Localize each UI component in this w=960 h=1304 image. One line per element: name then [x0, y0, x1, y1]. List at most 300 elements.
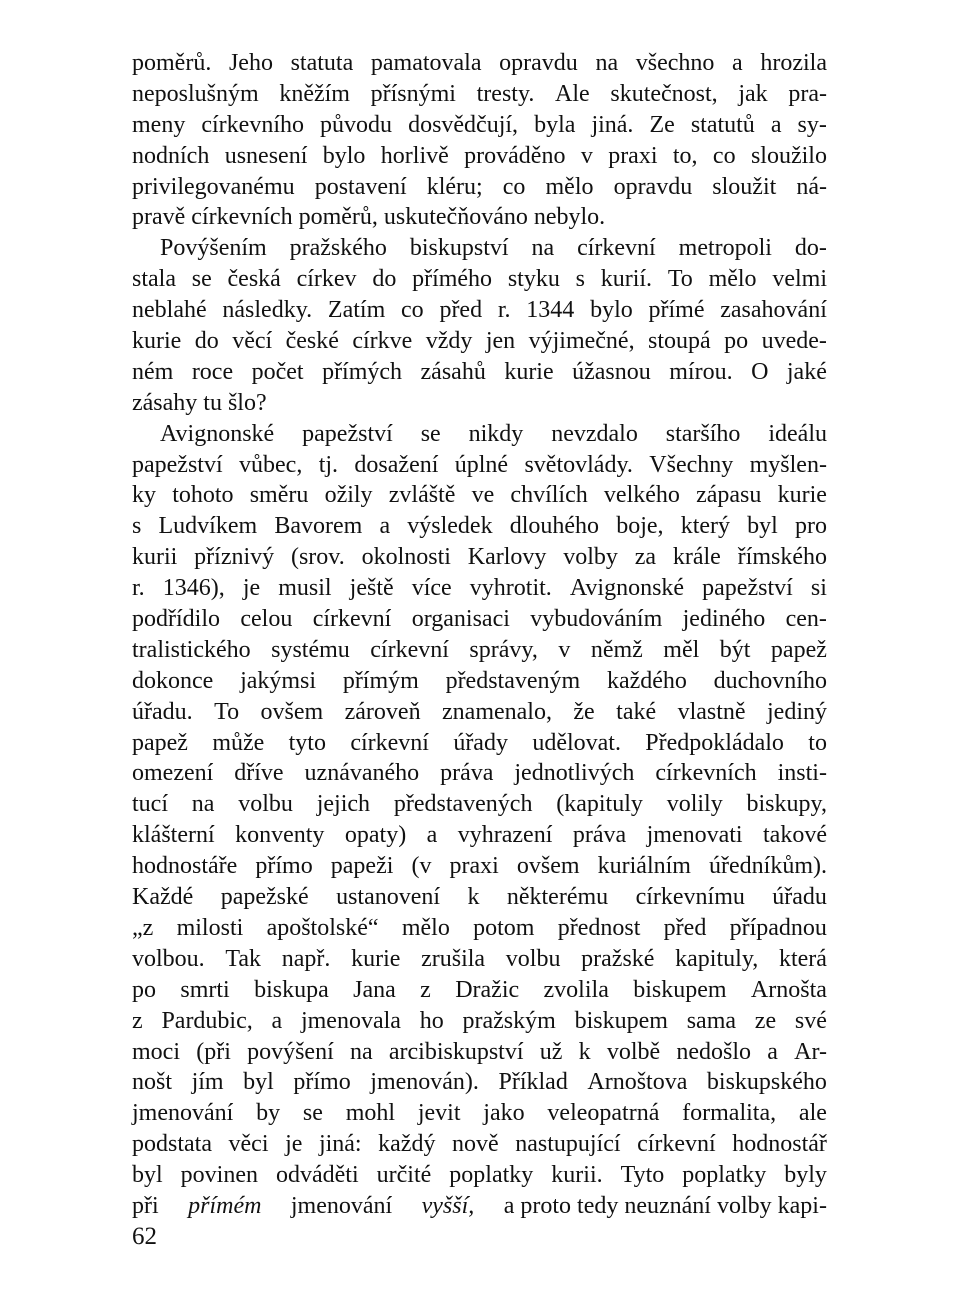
word: tyto	[288, 729, 326, 756]
word: ky	[132, 482, 156, 509]
word: církevní	[350, 729, 429, 756]
word: jmenován).	[370, 1069, 479, 1096]
word: podřídilo	[132, 606, 220, 633]
word: a	[732, 50, 743, 76]
word: jmenovati	[646, 822, 743, 849]
word: stoupá	[648, 328, 711, 355]
word: Každé	[132, 884, 194, 911]
word: jakýmsi	[240, 667, 317, 694]
word: potom	[473, 914, 535, 941]
word: česká	[227, 266, 281, 293]
word: jím	[191, 1069, 224, 1096]
text-line	[132, 202, 827, 233]
word: kurií.	[600, 266, 653, 293]
word: dosvědčují,	[408, 111, 519, 138]
word: mělo	[401, 914, 450, 941]
word: v	[558, 636, 571, 663]
text-line	[132, 573, 827, 604]
text-line	[132, 666, 827, 697]
word: před	[439, 297, 483, 324]
word: církevní	[312, 606, 392, 633]
word: kněžím	[279, 80, 350, 107]
word: zásahů	[420, 358, 486, 385]
word: nikdy	[468, 420, 524, 447]
word: zvolila	[543, 976, 609, 1003]
word: kurii.	[551, 1162, 603, 1189]
text-line	[132, 141, 827, 172]
word: veleopatrná	[547, 1100, 660, 1127]
word: velmi	[772, 266, 827, 293]
word: kléru;	[426, 173, 483, 200]
word: ném	[132, 358, 174, 385]
word: smrti	[180, 976, 230, 1003]
text-line	[132, 264, 827, 295]
word: z	[420, 976, 431, 1003]
word: české	[285, 328, 339, 355]
word: by	[256, 1100, 281, 1127]
word: ze	[754, 1007, 777, 1034]
word: církevního	[201, 111, 304, 138]
word: světovlády.	[524, 451, 633, 478]
word: povinen	[180, 1162, 258, 1189]
word: představených	[393, 791, 533, 818]
word: je	[242, 575, 261, 602]
word: ještě	[349, 575, 394, 602]
word: jako	[483, 1100, 525, 1127]
text-line	[132, 975, 827, 1006]
word: Tyto	[620, 1162, 665, 1189]
word: úřadu	[772, 884, 827, 911]
word: roce	[191, 358, 234, 385]
word: před	[663, 914, 707, 941]
word: jmenovala	[300, 1007, 401, 1034]
word: církevní	[637, 1131, 716, 1158]
word: přímé	[648, 297, 705, 324]
word: pra-	[788, 80, 827, 107]
word: chvílích	[510, 482, 588, 509]
word: Arnošta	[750, 976, 827, 1003]
word: uznávaného	[304, 760, 420, 787]
word: jediného	[682, 606, 766, 633]
word: mohl	[345, 1100, 396, 1127]
word: věcí	[232, 328, 273, 355]
word: to	[808, 729, 827, 756]
word: věci	[228, 1131, 269, 1158]
emphasized-word: vyšší,	[421, 1192, 475, 1219]
word: pamatovala	[370, 50, 482, 76]
word: byl	[132, 1162, 163, 1189]
word: papež	[132, 729, 188, 756]
word: O	[751, 358, 769, 385]
word: Ludvíkem	[158, 513, 258, 540]
word: (při	[196, 1038, 231, 1065]
word: pro	[795, 513, 827, 540]
word: případnou	[729, 914, 827, 941]
word: přímo	[255, 853, 313, 880]
word: může	[212, 729, 265, 756]
word: statutů	[690, 111, 755, 138]
word: dlouhého	[509, 513, 600, 540]
word: se	[302, 1100, 323, 1127]
word: skutečnost,	[610, 80, 718, 107]
text-line	[132, 480, 827, 511]
word: ale	[798, 1100, 827, 1127]
word: přímého	[412, 266, 493, 293]
word: mírou.	[669, 358, 733, 385]
word: (srov.	[290, 544, 345, 571]
word: své	[794, 1007, 827, 1034]
word: hodnostář	[732, 1131, 827, 1158]
word: opravdu	[499, 50, 578, 76]
word: je	[285, 1131, 303, 1158]
word: sloužilo	[750, 142, 827, 169]
word: v	[580, 142, 593, 169]
word: směru	[249, 482, 309, 509]
word: církevní	[370, 636, 449, 663]
word: omezení	[132, 760, 214, 787]
word: kurie	[504, 358, 554, 385]
word: byly	[784, 1162, 827, 1189]
word: jednotlivých	[514, 760, 635, 787]
word: Všechny	[649, 451, 734, 478]
word: nastupující	[515, 1131, 621, 1158]
word: poplatky	[449, 1162, 534, 1189]
word: horlivě	[380, 142, 449, 169]
text-line	[132, 944, 827, 975]
word: tohoto	[172, 482, 234, 509]
word: bylo	[590, 297, 633, 324]
word: duchovního	[713, 667, 827, 694]
word: statuta	[290, 50, 354, 76]
word: ožily	[324, 482, 373, 509]
word: cen-	[785, 606, 827, 633]
line-segment: a proto tedy neuznání volby kapi-	[503, 1192, 827, 1219]
word: nově	[452, 1131, 499, 1158]
word: 1344	[526, 297, 575, 324]
word: jevit	[417, 1100, 461, 1127]
word: staršího	[665, 420, 741, 447]
word: co	[401, 297, 424, 324]
word: církevnímu	[635, 884, 745, 911]
word: do	[372, 266, 397, 293]
word: musil	[278, 575, 332, 602]
word: pražského	[289, 235, 387, 262]
word: na	[191, 791, 215, 818]
word: měl	[663, 636, 700, 663]
paragraph	[132, 48, 827, 233]
text-line	[132, 450, 827, 481]
word: představeným	[445, 667, 581, 694]
word: vybudováním	[530, 606, 663, 633]
line-segment: jmenování	[290, 1192, 393, 1219]
word: Avignonské	[160, 420, 275, 447]
text-line	[132, 419, 827, 450]
word: papeži	[330, 853, 394, 880]
line-segment: pravě církevních poměrů, uskutečňováno nebylo.	[132, 204, 606, 231]
word: po	[724, 328, 749, 355]
word: že	[573, 698, 595, 725]
word: zrušila	[421, 945, 486, 972]
word: sloužit	[712, 173, 777, 200]
word: „z	[132, 914, 154, 941]
word: vlastně	[677, 698, 746, 725]
text-line	[132, 1098, 827, 1129]
word: tralistického	[132, 636, 251, 663]
word: nevzdalo	[551, 420, 638, 447]
word: takové	[763, 822, 827, 849]
word: a	[426, 822, 438, 849]
word: boje,	[616, 513, 664, 540]
word: velkého	[603, 482, 680, 509]
word: původu	[320, 111, 393, 138]
word: úřadu.	[132, 698, 193, 725]
word: poměrů.	[132, 50, 212, 76]
text-line	[132, 79, 827, 110]
word: ustanovení	[336, 884, 441, 911]
word: nošt	[132, 1069, 173, 1096]
word: jmenování	[132, 1100, 234, 1127]
word: každý	[378, 1131, 436, 1158]
word: papež	[770, 636, 827, 663]
word: církev	[296, 266, 357, 293]
text-line	[132, 820, 827, 851]
word: r.	[132, 575, 145, 602]
word: přísnými	[370, 80, 456, 107]
word: biskupy,	[746, 791, 827, 818]
word: Jeho	[228, 50, 273, 76]
word: volbě	[606, 1038, 661, 1065]
word: počet	[251, 358, 304, 385]
word: a	[271, 1007, 283, 1034]
word: opravdu	[613, 173, 693, 200]
word: ovšem	[260, 698, 324, 725]
word: výsledek	[407, 513, 493, 540]
word: privilegovanému	[132, 173, 295, 200]
word: volily	[666, 791, 723, 818]
word: a	[770, 111, 782, 138]
text-line	[132, 357, 827, 388]
word: uvede-	[761, 328, 827, 355]
word: tj.	[318, 451, 339, 478]
word: formalita,	[682, 1100, 777, 1127]
word: opaty)	[344, 822, 407, 849]
text-line	[132, 110, 827, 141]
word: už	[539, 1038, 563, 1065]
word: udělovat.	[532, 729, 621, 756]
word: kurie	[132, 328, 182, 355]
word: úplné	[454, 451, 509, 478]
word: krále	[672, 544, 721, 571]
page-number: 62	[132, 1223, 157, 1250]
text-line	[132, 789, 827, 820]
word: z	[132, 1007, 143, 1034]
word: bylo	[322, 142, 366, 169]
word: např.	[281, 945, 331, 972]
text-line	[132, 511, 827, 542]
word: hrozila	[760, 50, 827, 76]
word: některému	[506, 884, 609, 911]
word: klášterní	[132, 822, 215, 849]
word: se	[191, 266, 212, 293]
word: na	[349, 1038, 373, 1065]
word: ná-	[796, 173, 827, 200]
word: vyhrotit.	[469, 575, 552, 602]
word: následky.	[222, 297, 313, 324]
text-line	[132, 604, 827, 635]
word: úžasnou	[572, 358, 651, 385]
word: vůbec,	[239, 451, 303, 478]
word: kuriálním	[597, 853, 691, 880]
word: co	[712, 142, 736, 169]
word: všechno	[635, 50, 715, 76]
word: prováděno	[464, 142, 566, 169]
word: okolnosti	[361, 544, 451, 571]
word: ideálu	[768, 420, 827, 447]
word: hodnostáře	[132, 853, 238, 880]
word: Ar-	[794, 1038, 827, 1065]
word: ovšem	[516, 853, 580, 880]
text-line	[132, 697, 827, 728]
word: ho	[419, 1007, 444, 1034]
word: do-	[794, 235, 827, 262]
word: systému	[271, 636, 350, 663]
line-segment: při	[132, 1192, 159, 1219]
word: jak	[738, 80, 768, 107]
word: přímých	[322, 358, 403, 385]
word: povýšení	[247, 1038, 334, 1065]
word: tresty.	[476, 80, 535, 107]
word: také	[616, 698, 657, 725]
word: Karlovy	[467, 544, 547, 571]
word: meny	[132, 111, 186, 138]
word: insti-	[777, 760, 827, 787]
word: Ze	[649, 111, 675, 138]
word: praxi	[449, 853, 499, 880]
word: na	[531, 235, 555, 262]
word: 1346),	[162, 575, 225, 602]
word: nodních	[132, 142, 210, 169]
word: být	[719, 636, 751, 663]
text-line	[132, 233, 827, 264]
text-line	[132, 542, 827, 573]
word: volbu	[505, 945, 561, 972]
word: biskupského	[706, 1069, 827, 1096]
word: (kapituly	[556, 791, 643, 818]
word: římského	[737, 544, 827, 571]
word: určité	[376, 1162, 432, 1189]
word: poplatky	[682, 1162, 767, 1189]
word: Bavorem	[274, 513, 363, 540]
word: styku	[507, 266, 560, 293]
word: Zatím	[327, 297, 386, 324]
word: odváděti	[276, 1162, 359, 1189]
text-page	[132, 48, 827, 1222]
word: za	[634, 544, 657, 571]
word: Ale	[555, 80, 590, 107]
word: neposlušným	[132, 80, 259, 107]
word: To	[667, 266, 693, 293]
word: stala	[132, 266, 176, 293]
word: s	[575, 266, 585, 293]
word: jiná.	[591, 111, 634, 138]
word: apoštolské“	[266, 914, 379, 941]
text-line	[132, 1129, 827, 1160]
word: která	[778, 945, 827, 972]
word: sy-	[797, 111, 827, 138]
word: mělo	[545, 173, 594, 200]
word: Dražic	[455, 976, 520, 1003]
word: pražským	[462, 1007, 556, 1034]
word: metropoli	[678, 235, 772, 262]
text-line	[132, 913, 827, 944]
word: zasahování	[720, 297, 827, 324]
word: úřady	[453, 729, 508, 756]
word: papežské	[220, 884, 309, 911]
word: dokonce	[132, 667, 214, 694]
word: mělo	[708, 266, 757, 293]
word: kurii	[132, 544, 178, 571]
word: neblahé	[132, 297, 207, 324]
word: a	[767, 1038, 778, 1065]
word: papežství	[132, 451, 223, 478]
text-line	[132, 758, 827, 789]
word: organisaci	[411, 606, 510, 633]
word: kapituly,	[675, 945, 759, 972]
word: s	[132, 513, 142, 540]
word: sama	[686, 1007, 737, 1034]
word: který	[680, 513, 731, 540]
word: zvláště	[388, 482, 456, 509]
word: po	[132, 976, 156, 1003]
emphasized-word: přímém	[188, 1192, 262, 1219]
word: Předpokládalo	[645, 729, 784, 756]
word: každého	[606, 667, 687, 694]
word: na	[595, 50, 619, 76]
paragraph	[132, 233, 827, 418]
word: přímým	[342, 667, 419, 694]
text-line	[132, 882, 827, 913]
word: dosažení	[354, 451, 439, 478]
word: Arnoštova	[587, 1069, 688, 1096]
word: (v	[411, 853, 432, 880]
word: byl	[243, 1069, 274, 1096]
word: Avignonské	[569, 575, 685, 602]
paragraph	[132, 419, 827, 1222]
word: volbou.	[132, 945, 205, 972]
word: usnesení	[224, 142, 308, 169]
word: jejich	[316, 791, 371, 818]
word: si	[810, 575, 827, 602]
word: zápasu	[696, 482, 762, 509]
word: biskupem	[633, 976, 727, 1003]
word: více	[411, 575, 452, 602]
word: a	[379, 513, 391, 540]
word: Příklad	[498, 1069, 568, 1096]
word: církve	[352, 328, 413, 355]
text-line	[132, 48, 827, 79]
text-line	[132, 1191, 827, 1222]
word: milosti	[176, 914, 244, 941]
word: vždy	[425, 328, 473, 355]
word: výjimečné,	[528, 328, 635, 355]
word: dříve	[234, 760, 284, 787]
word: co	[502, 173, 526, 200]
word: volby	[563, 544, 618, 571]
word: zároveň	[344, 698, 421, 725]
word: to,	[672, 142, 698, 169]
word: se	[420, 420, 441, 447]
text-line	[132, 388, 827, 419]
